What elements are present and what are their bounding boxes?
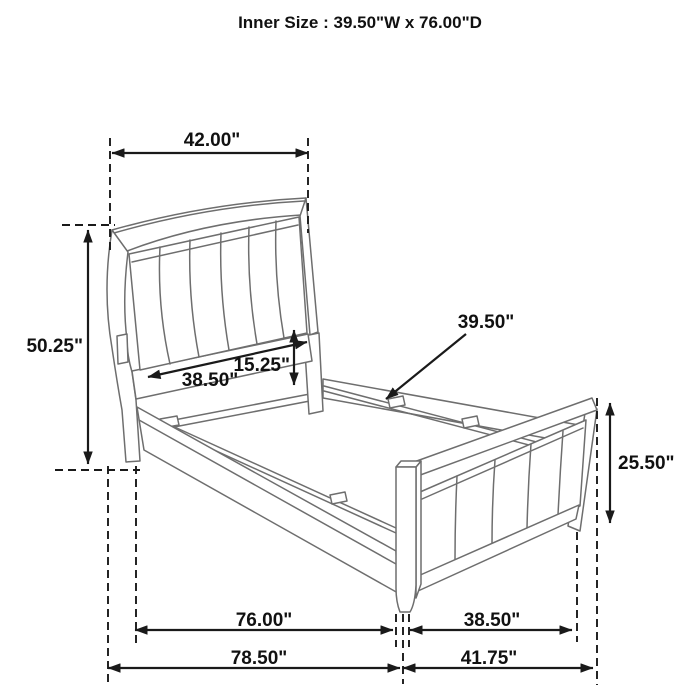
diagram-title: Inner Size : 39.50"W x 76.00"D [238,13,482,32]
support-rail-foot [330,492,347,504]
headboard-width-label: 42.00" [183,130,241,151]
footboard-inner-width-label: 38.50" [463,610,521,631]
inner-slat-width-label: 39.50" [457,312,515,333]
inner-slat-width-pointer [386,334,466,399]
headboard-height-label: 50.25" [26,336,83,357]
footboard-near-post [396,467,416,612]
footboard-near-post-cap [396,461,421,467]
overall-length-label: 78.50" [230,648,288,669]
headboard-rail-height-label: 15.25" [233,355,290,376]
headboard-inner-width-label: 38.50" [181,370,239,391]
footboard-overall-width-label: 41.75" [460,648,518,669]
support-rail-foot [388,396,405,408]
inner-length-label: 76.00" [235,610,293,631]
bed-line-drawing [107,198,597,612]
near-side-rail-ledge [139,420,396,564]
footboard-height-label: 25.50" [618,453,675,474]
headboard-post-bracket [117,334,128,364]
support-rail-foot [462,416,479,428]
near-side-rail [137,407,398,593]
